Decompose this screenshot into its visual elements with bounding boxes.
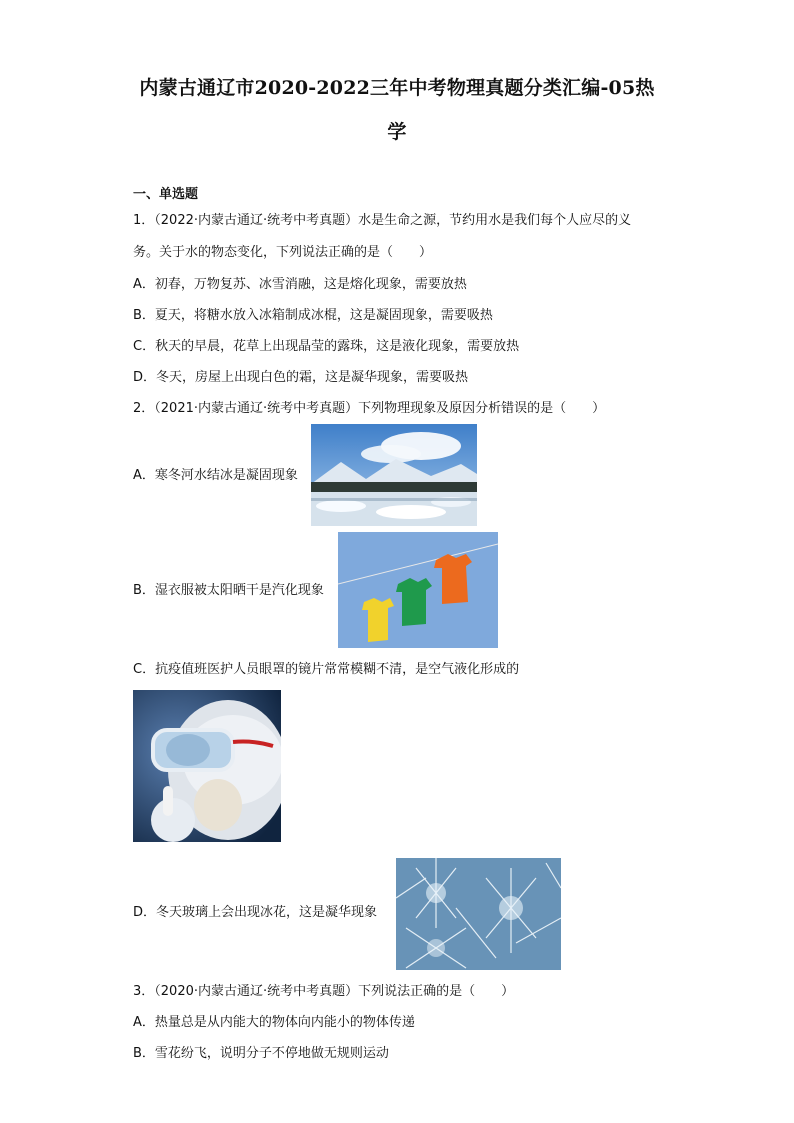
- document-title: [133, 66, 661, 154]
- frost-pattern-image: [396, 858, 561, 970]
- q1-option-b: B．夏天，将糖水放入冰箱制成冰棍，这是凝固现象，需要吸热: [133, 308, 493, 323]
- q1-option-d: D．冬天，房屋上出现白色的霜，这是凝华现象，需要吸热: [133, 370, 469, 385]
- section-heading: 一、单选题: [133, 187, 199, 202]
- q2-option-b: B．湿衣服被太阳晒干是汽化现象: [133, 583, 324, 598]
- q2-stem: 2．（2021·内蒙古通辽·统考中考真题）下列物理现象及原因分析错误的是（ ）: [133, 401, 606, 416]
- q1-option-a: A．初春，万物复苏、冰雪消融，这是熔化现象，需要放热: [133, 277, 467, 292]
- q2-option-c: C．抗疫值班医护人员眼罩的镜片常常模糊不清，是空气液化形成的: [133, 662, 520, 677]
- q3-stem: 3．（2020·内蒙古通辽·统考中考真题）下列说法正确的是（ ）: [133, 984, 515, 999]
- title-line-2: 学: [387, 121, 407, 143]
- q1-stem-line-2: 务。关于水的物态变化，下列说法正确的是（ ）: [133, 245, 433, 260]
- q2-option-a: A．寒冬河水结冰是凝固现象: [133, 468, 298, 483]
- q3-option-b: B．雪花纷飞，说明分子不停地做无规则运动: [133, 1046, 389, 1061]
- title-line-1: 内蒙古通辽市2020-2022三年中考物理真题分类汇编-05热: [139, 77, 655, 99]
- frozen-river-image: [311, 424, 477, 526]
- drying-clothes-image: [338, 532, 498, 648]
- q2-option-d: D．冬天玻璃上会出现冰花，这是凝华现象: [133, 905, 378, 920]
- medical-worker-goggles-image: [133, 690, 281, 842]
- q1-stem-line-1: 1．（2022·内蒙古通辽·统考中考真题）水是生命之源，节约用水是我们每个人应尽的义: [133, 213, 632, 228]
- q1-option-c: C．秋天的早晨，花草上出现晶莹的露珠，这是液化现象，需要放热: [133, 339, 520, 354]
- q3-option-a: A．热量总是从内能大的物体向内能小的物体传递: [133, 1015, 415, 1030]
